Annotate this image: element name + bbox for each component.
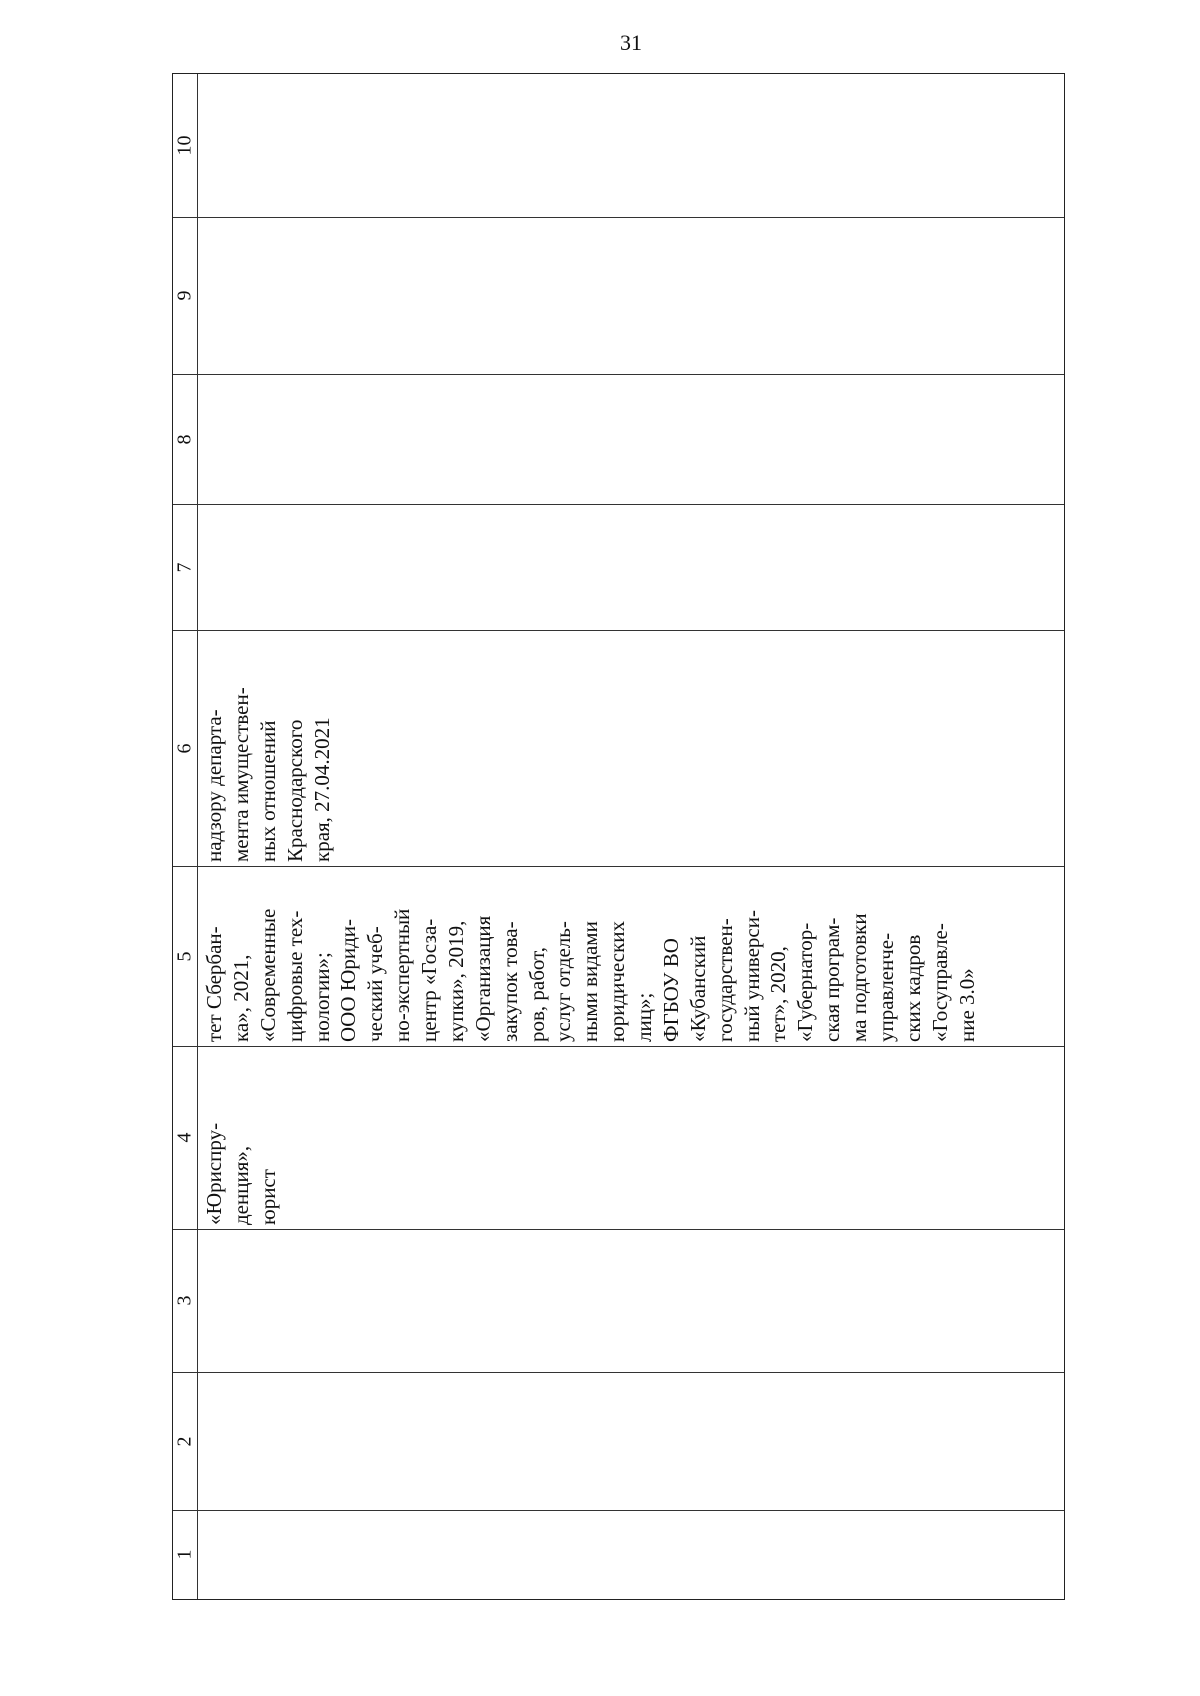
divider-8-7 [173, 504, 1064, 505]
cell-column-5: тет Сбербан- ка», 2021, «Современные цифровые тех- нологии»; ООО Юриди- ческий учеб- но-экспертный центр «Госза- купки», 2019, «Организация закупок това- ров, работ, услуг отдель- ными видами юридических лиц»; ФГБОУ ВО «Кубанский государствен- ный универси- тет», 2020, «Губернатор- ская програм- ма подготовки управленче- ских кадров «Госуправле- ние 3.0» [202, 908, 979, 1042]
divider-3-2 [173, 1372, 1064, 1373]
column-number-6: 6 [173, 743, 196, 753]
divider-9-8 [173, 374, 1064, 375]
divider-2-1 [173, 1510, 1064, 1511]
column-number-4: 4 [173, 1132, 196, 1143]
column-number-9: 9 [173, 290, 196, 301]
column-number-7: 7 [173, 562, 196, 572]
column-number-10: 10 [173, 135, 196, 156]
divider-10-9 [173, 217, 1064, 218]
cell-column-4: «Юриспру- денция», юрист [202, 1122, 280, 1225]
column-number-5: 5 [173, 951, 196, 961]
header-divider [197, 74, 198, 1599]
divider-4-3 [173, 1229, 1064, 1230]
page-number: 31 [620, 30, 642, 55]
divider-6-5 [173, 866, 1064, 867]
cell-column-6: надзору департа- мента имуществен- ных отношений Краснодарского края, 27.04.2021 [202, 687, 334, 862]
column-number-1: 1 [173, 1549, 196, 1560]
rotated-table [172, 73, 1065, 1600]
column-number-2: 2 [173, 1436, 196, 1446]
column-number-3: 3 [173, 1295, 196, 1306]
divider-5-4 [173, 1046, 1064, 1047]
column-number-8: 8 [173, 434, 196, 444]
divider-7-6 [173, 630, 1064, 631]
